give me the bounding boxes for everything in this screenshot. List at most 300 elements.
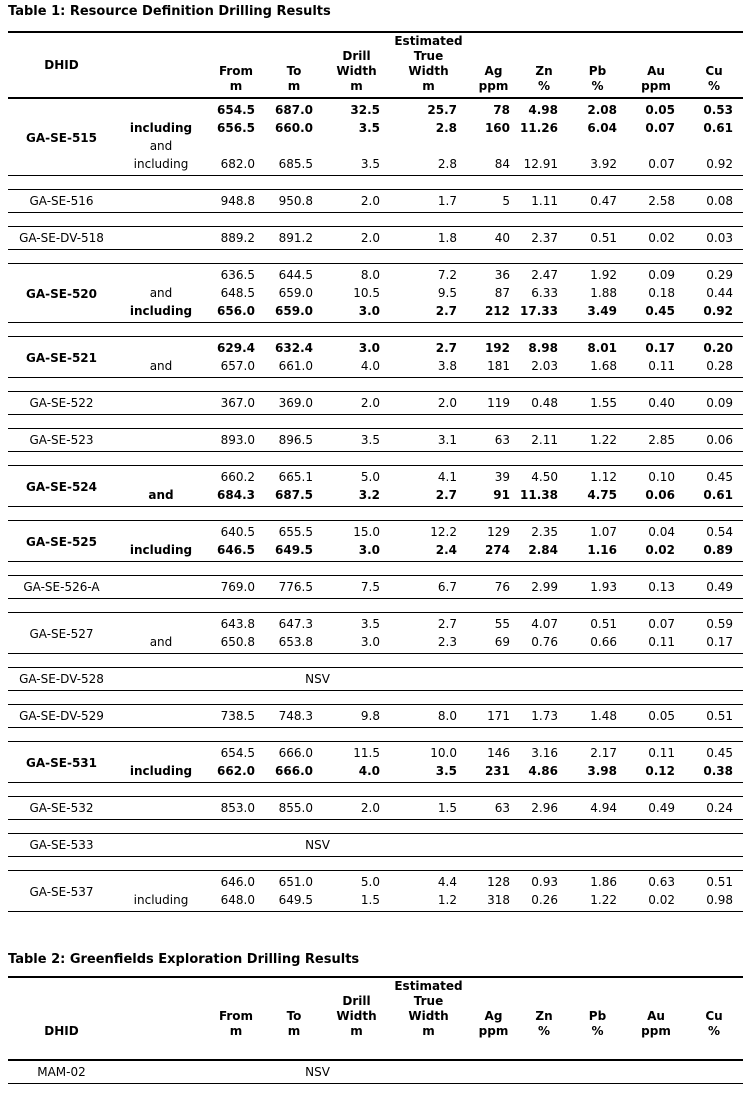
- col-header-line: Width: [336, 64, 377, 78]
- au_ppm-cell: 0.06: [627, 486, 685, 507]
- group-spacer-row: [8, 691, 743, 705]
- dhid-cell: GA-SE-524: [8, 466, 115, 507]
- column-header-row: [8, 977, 743, 1060]
- table-row: [8, 190, 743, 213]
- spacer-cell: [8, 820, 743, 834]
- true_width-cell: 2.7: [390, 302, 467, 323]
- pb_pct-cell: 1.92: [568, 264, 627, 285]
- group-spacer-row: [8, 857, 743, 871]
- ag_ppm-cell: 55: [467, 613, 520, 634]
- zn_pct-cell: [520, 668, 568, 691]
- from-cell: 654.5: [207, 98, 265, 119]
- true_width-cell: 6.7: [390, 576, 467, 599]
- col-header-zn_pct: [520, 32, 568, 98]
- true_width-cell: 12.2: [390, 521, 467, 542]
- col-header-line: True: [413, 994, 444, 1008]
- ag_ppm-cell: 128: [467, 871, 520, 892]
- col-header-line: m: [287, 79, 301, 93]
- zn_pct-cell: 4.07: [520, 613, 568, 634]
- drill_width-cell: 9.8: [323, 705, 390, 728]
- group-spacer-row: [8, 176, 743, 190]
- spacer-cell: [8, 415, 743, 429]
- ag_ppm-cell: 69: [467, 633, 520, 654]
- col-header-drill_width: [323, 977, 390, 1060]
- cu_pct-cell: 0.51: [685, 871, 743, 892]
- true_width-cell: 9.5: [437, 286, 457, 300]
- ag_ppm-cell: 63: [467, 429, 520, 452]
- zn_pct-cell: [520, 1060, 568, 1084]
- cu_pct-cell: 0.51: [685, 705, 743, 728]
- au_ppm-cell: 0.12: [627, 762, 685, 783]
- to-cell: [265, 137, 323, 155]
- cu_pct-cell: [685, 668, 743, 691]
- col-header-line: To: [286, 1009, 302, 1023]
- from-cell: 367.0: [207, 392, 265, 415]
- true_width-cell: 1.7: [390, 190, 467, 213]
- cu_pct-cell: 0.03: [685, 227, 743, 250]
- cu_pct-cell: 0.24: [685, 797, 743, 820]
- zn_pct-cell: 1.73: [520, 705, 568, 728]
- cu_pct-cell: 0.09: [685, 392, 743, 415]
- table-row: [8, 521, 743, 542]
- to-cell: 687.0: [265, 98, 323, 119]
- au_ppm-cell: 0.04: [627, 521, 685, 542]
- col-header-line: %: [591, 1024, 604, 1038]
- ag_ppm-cell: 212: [467, 302, 520, 323]
- true_width-cell: [390, 137, 467, 155]
- table-row: [8, 633, 743, 654]
- col-header-line: %: [537, 1024, 551, 1038]
- pb_pct-cell: 3.92: [568, 155, 627, 176]
- col-header-line: ppm: [641, 1024, 671, 1038]
- zn_pct-cell: 0.48: [520, 392, 568, 415]
- dhid-cell: GA-SE-532: [8, 797, 115, 820]
- true_width-cell: 4.1: [390, 466, 467, 487]
- group-spacer-row: [8, 820, 743, 834]
- zn_pct-cell: 11.38: [520, 486, 568, 507]
- col-header-ag_ppm: [467, 977, 520, 1060]
- au_ppm-cell: 0.11: [627, 742, 685, 763]
- to-cell: 651.0: [265, 871, 323, 892]
- ag_ppm-cell: 146: [467, 742, 520, 763]
- cu_pct-cell: [685, 137, 743, 155]
- qualifier-cell: including: [129, 121, 193, 135]
- table-row: [8, 337, 743, 358]
- true_width-cell: 7.2: [390, 264, 467, 285]
- group-spacer-row: [8, 415, 743, 429]
- col-header-line: Drill: [342, 994, 371, 1008]
- col-header-cu_pct: [685, 32, 743, 98]
- qualifier-cell: including: [115, 541, 207, 562]
- drill_width-cell: 1.5: [323, 891, 390, 912]
- col-header-from: [207, 977, 265, 1060]
- cu_pct-cell: 0.38: [685, 762, 743, 783]
- pb_pct-cell: 1.93: [568, 576, 627, 599]
- col-header-line: DHID: [44, 1024, 79, 1038]
- drill_width-cell: 3.0: [323, 541, 390, 562]
- qualifier-cell: and: [115, 357, 207, 378]
- to-cell: 855.0: [265, 797, 323, 820]
- table-body: [8, 1060, 743, 1084]
- ag_ppm-cell: 40: [467, 227, 520, 250]
- from-cell: 769.0: [207, 576, 265, 599]
- ag_ppm-cell: 39: [467, 466, 520, 487]
- ag_ppm-cell: [467, 137, 520, 155]
- table-row: [8, 1060, 743, 1084]
- pb_pct-cell: 1.68: [568, 357, 627, 378]
- from-cell: 648.5: [220, 286, 255, 300]
- to-cell: 649.5: [265, 541, 323, 562]
- table-header: [8, 977, 743, 1060]
- table-body: [8, 98, 743, 912]
- qualifier-cell: [115, 576, 207, 599]
- qualifier-cell: and: [149, 286, 173, 300]
- drill_width-cell: 3.5: [323, 613, 390, 634]
- qualifier-cell: [115, 466, 207, 487]
- zn_pct-cell: [520, 834, 568, 857]
- dhid-cell: GA-SE-525: [8, 521, 115, 562]
- dhid-cell: GA-SE-522: [8, 392, 115, 415]
- col-header-line: Au: [647, 1009, 665, 1023]
- table-row: [8, 227, 743, 250]
- from-cell: 629.4: [207, 337, 265, 358]
- zn_pct-cell: 17.33: [520, 302, 568, 323]
- col-header-line: %: [707, 1024, 721, 1038]
- group-spacer-row: [8, 599, 743, 613]
- table-row: [8, 742, 743, 763]
- col-header-line: Cu: [705, 64, 723, 78]
- table-row: [8, 891, 743, 912]
- table-row: [8, 797, 743, 820]
- to-cell: 632.4: [265, 337, 323, 358]
- au_ppm-cell: 0.02: [627, 227, 685, 250]
- col-header-pb_pct: [568, 32, 627, 98]
- to-cell: 653.8: [265, 633, 323, 654]
- qualifier-cell: [115, 98, 207, 119]
- drill_width-cell: 4.0: [323, 762, 390, 783]
- table-row: [8, 486, 743, 507]
- group-spacer-row: [8, 728, 743, 742]
- col-header-true_width: [390, 32, 467, 98]
- table-row: [8, 613, 743, 634]
- from-cell: 656.5: [217, 121, 255, 135]
- zn_pct-cell: [520, 137, 568, 155]
- col-header-line: m: [422, 1024, 435, 1038]
- qualifier-cell: [115, 392, 207, 415]
- col-header-to: [265, 977, 323, 1060]
- au_ppm-cell: 0.63: [627, 871, 685, 892]
- group-spacer-row: [8, 323, 743, 337]
- drill_width-cell: 10.5: [353, 286, 380, 300]
- drill_width-cell: 3.0: [323, 633, 390, 654]
- col-header-line: ppm: [478, 1024, 509, 1038]
- pb_pct-cell: 0.47: [568, 190, 627, 213]
- au_ppm-cell: 2.58: [627, 190, 685, 213]
- au_ppm-cell: 0.02: [627, 891, 685, 912]
- table2-greenfields-exploration-drilling-results: [8, 976, 743, 1084]
- cu_pct-cell: 0.08: [685, 190, 743, 213]
- pb_pct-cell: 1.16: [568, 541, 627, 562]
- qualifier-cell: including: [115, 302, 207, 323]
- from-cell: [207, 137, 265, 155]
- au_ppm-cell: 0.40: [627, 392, 685, 415]
- spacer-cell: [8, 599, 743, 613]
- to-cell: 655.5: [265, 521, 323, 542]
- col-header-line: ppm: [641, 79, 671, 93]
- dhid-cell: GA-SE-521: [8, 337, 115, 378]
- spacer-cell: [8, 654, 743, 668]
- qualifier-cell: [115, 337, 207, 358]
- ag_ppm-cell: 192: [467, 337, 520, 358]
- col-header-line: Zn: [535, 1009, 553, 1023]
- zn_pct-cell: 2.35: [520, 521, 568, 542]
- to-cell: 660.0: [275, 121, 313, 135]
- true_width-cell: 10.0: [390, 742, 467, 763]
- pb_pct-cell: 3.49: [568, 302, 627, 323]
- to-cell: 687.5: [265, 486, 323, 507]
- col-header-dhid: [8, 32, 115, 98]
- from-cell: 682.0: [207, 155, 265, 176]
- drill_width-cell: 5.0: [323, 871, 390, 892]
- qualifier-cell: including: [115, 762, 207, 783]
- col-header-cu_pct: [685, 977, 743, 1060]
- drill_width-cell: 8.0: [323, 264, 390, 285]
- true_width-cell: 8.0: [390, 705, 467, 728]
- qualifier-cell: and: [149, 139, 173, 153]
- col-header-line: m: [229, 1024, 243, 1038]
- au_ppm-cell: 0.07: [645, 121, 675, 135]
- pb_pct-cell: [568, 834, 627, 857]
- cu_pct-cell: 0.59: [685, 613, 743, 634]
- drill_width-cell: 3.5: [323, 155, 390, 176]
- from-cell: 684.3: [207, 486, 265, 507]
- table1-title: Table 1: Resource Definition Drilling Results: [8, 4, 331, 19]
- true_width-cell: 2.4: [390, 541, 467, 562]
- to-cell: 896.5: [265, 429, 323, 452]
- pb_pct-cell: 1.22: [568, 891, 627, 912]
- spacer-cell: [8, 728, 743, 742]
- ag_ppm-cell: 231: [467, 762, 520, 783]
- true_width-cell: 2.0: [390, 392, 467, 415]
- dhid-cell: GA-SE-516: [8, 190, 115, 213]
- au_ppm-cell: 0.07: [627, 613, 685, 634]
- drill_width-cell: 3.5: [358, 121, 380, 135]
- zn_pct-cell: 11.26: [520, 121, 558, 135]
- au_ppm-cell: 0.11: [627, 633, 685, 654]
- true_width-cell: 1.2: [390, 891, 467, 912]
- drill_width-cell: 3.2: [323, 486, 390, 507]
- from-cell: 643.8: [207, 613, 265, 634]
- au_ppm-cell: [627, 668, 685, 691]
- zn_pct-cell: 0.76: [520, 633, 568, 654]
- to-cell: 661.0: [265, 357, 323, 378]
- spacer-cell: [8, 452, 743, 466]
- zn_pct-cell: 2.96: [520, 797, 568, 820]
- true_width-cell: 3.5: [390, 762, 467, 783]
- true_width-cell: 2.3: [390, 633, 467, 654]
- table-row: [8, 284, 743, 302]
- col-header-line: Zn: [535, 64, 553, 78]
- zn_pct-cell: 2.84: [520, 541, 568, 562]
- table-row: [8, 705, 743, 728]
- cu_pct-cell: 0.17: [685, 633, 743, 654]
- true_width-cell: 3.1: [390, 429, 467, 452]
- drill_width-cell: 5.0: [323, 466, 390, 487]
- zn_pct-cell: 2.37: [520, 227, 568, 250]
- to-cell: 776.5: [265, 576, 323, 599]
- drill_width-cell: 2.0: [323, 190, 390, 213]
- cu_pct-cell: 0.45: [685, 466, 743, 487]
- pb_pct-cell: 2.17: [568, 742, 627, 763]
- nsv-cell: NSV: [115, 834, 520, 857]
- ag_ppm-cell: 119: [467, 392, 520, 415]
- spacer-cell: [8, 783, 743, 797]
- pb_pct-cell: 4.94: [568, 797, 627, 820]
- table-row: [8, 466, 743, 487]
- au_ppm-cell: 0.02: [627, 541, 685, 562]
- col-header-line: Drill: [342, 49, 371, 63]
- table-row: [8, 834, 743, 857]
- table-row: [8, 541, 743, 562]
- group-spacer-row: [8, 783, 743, 797]
- zn_pct-cell: 4.50: [520, 466, 568, 487]
- zn_pct-cell: 2.99: [520, 576, 568, 599]
- from-cell: 654.5: [207, 742, 265, 763]
- from-cell: 657.0: [207, 357, 265, 378]
- ag_ppm-cell: 36: [467, 264, 520, 285]
- qualifier-cell: including: [115, 891, 207, 912]
- spacer-cell: [8, 507, 743, 521]
- pb_pct-cell: 1.88: [590, 286, 617, 300]
- cu_pct-cell: 0.53: [685, 98, 743, 119]
- group-spacer-row: [8, 213, 743, 227]
- dhid-cell: GA-SE-526-A: [8, 576, 115, 599]
- au_ppm-cell: [627, 1060, 685, 1084]
- col-header-qual: [115, 32, 207, 98]
- col-header-line: Estimated: [394, 979, 463, 993]
- drill_width-cell: 3.5: [323, 429, 390, 452]
- spacer-cell: [8, 691, 743, 705]
- col-header-line: m: [350, 79, 363, 93]
- pb_pct-cell: 1.55: [568, 392, 627, 415]
- group-spacer-row: [8, 562, 743, 576]
- drill_width-cell: [323, 137, 390, 155]
- from-cell: 853.0: [207, 797, 265, 820]
- au_ppm-cell: 0.10: [627, 466, 685, 487]
- true_width-cell: 2.8: [435, 121, 457, 135]
- to-cell: 685.5: [265, 155, 323, 176]
- to-cell: 950.8: [265, 190, 323, 213]
- drill_width-cell: 2.0: [323, 797, 390, 820]
- col-header-au_ppm: [627, 977, 685, 1060]
- cu_pct-cell: 0.92: [685, 155, 743, 176]
- ag_ppm-cell: 181: [467, 357, 520, 378]
- table-row: [8, 137, 743, 155]
- drill_width-cell: 3.0: [323, 337, 390, 358]
- true_width-cell: 4.4: [390, 871, 467, 892]
- from-cell: 640.5: [207, 521, 265, 542]
- col-header-dhid: [8, 977, 115, 1060]
- zn_pct-cell: 2.03: [520, 357, 568, 378]
- true_width-cell: 2.8: [390, 155, 467, 176]
- cu_pct-cell: 0.20: [685, 337, 743, 358]
- to-cell: 891.2: [265, 227, 323, 250]
- col-header-line: Pb: [588, 64, 607, 78]
- spacer-cell: [8, 562, 743, 576]
- qualifier-cell: [115, 871, 207, 892]
- col-header-ag_ppm: [467, 32, 520, 98]
- to-cell: 666.0: [265, 762, 323, 783]
- cu_pct-cell: 0.45: [685, 742, 743, 763]
- table-row: [8, 871, 743, 892]
- table-row: [8, 98, 743, 119]
- column-header-row: [8, 32, 743, 98]
- nsv-cell: NSV: [115, 668, 520, 691]
- true_width-cell: 3.8: [390, 357, 467, 378]
- col-header-au_ppm: [627, 32, 685, 98]
- group-spacer-row: [8, 654, 743, 668]
- col-header-line: Pb: [588, 1009, 607, 1023]
- dhid-cell: GA-SE-520: [8, 264, 115, 323]
- zn_pct-cell: 0.26: [520, 891, 568, 912]
- table-row: [8, 119, 743, 137]
- col-header-true_width: [390, 977, 467, 1060]
- from-cell: 660.2: [207, 466, 265, 487]
- true_width-cell: 1.5: [390, 797, 467, 820]
- cu_pct-cell: 0.89: [685, 541, 743, 562]
- from-cell: 636.5: [207, 264, 265, 285]
- true_width-cell: 2.7: [390, 613, 467, 634]
- spacer-cell: [8, 176, 743, 190]
- table-header: [8, 32, 743, 98]
- zn_pct-cell: 4.98: [520, 98, 568, 119]
- col-header-line: Width: [408, 64, 449, 78]
- zn_pct-cell: 4.86: [520, 762, 568, 783]
- pb_pct-cell: 0.51: [568, 227, 627, 250]
- ag_ppm-cell: 129: [467, 521, 520, 542]
- group-spacer-row: [8, 507, 743, 521]
- qualifier-cell: [115, 742, 207, 763]
- ag_ppm-cell: 274: [467, 541, 520, 562]
- table-row: [8, 762, 743, 783]
- col-header-qual: [115, 977, 207, 1060]
- qualifier-cell: [115, 797, 207, 820]
- col-header-line: m: [422, 79, 435, 93]
- dhid-cell: GA-SE-533: [8, 834, 115, 857]
- col-header-line: %: [591, 79, 604, 93]
- drill_width-cell: 2.0: [323, 392, 390, 415]
- pb_pct-cell: 1.48: [568, 705, 627, 728]
- cu_pct-cell: 0.61: [685, 486, 743, 507]
- pb_pct-cell: 1.86: [568, 871, 627, 892]
- to-cell: 666.0: [265, 742, 323, 763]
- zn_pct-cell: 0.93: [520, 871, 568, 892]
- pb_pct-cell: 4.75: [568, 486, 627, 507]
- drill_width-cell: 2.0: [323, 227, 390, 250]
- qualifier-cell: [115, 190, 207, 213]
- col-header-line: DHID: [44, 58, 79, 72]
- spacer-cell: [8, 857, 743, 871]
- table1-resource-definition-drilling-results: [8, 31, 743, 912]
- zn_pct-cell: 8.98: [520, 337, 568, 358]
- pb_pct-cell: 1.22: [568, 429, 627, 452]
- col-header-pb_pct: [568, 977, 627, 1060]
- col-header-line: To: [286, 64, 302, 78]
- dhid-cell: GA-SE-DV-528: [8, 668, 115, 691]
- dhid-cell: GA-SE-531: [8, 742, 115, 783]
- col-header-line: From: [218, 64, 254, 78]
- au_ppm-cell: 0.05: [627, 705, 685, 728]
